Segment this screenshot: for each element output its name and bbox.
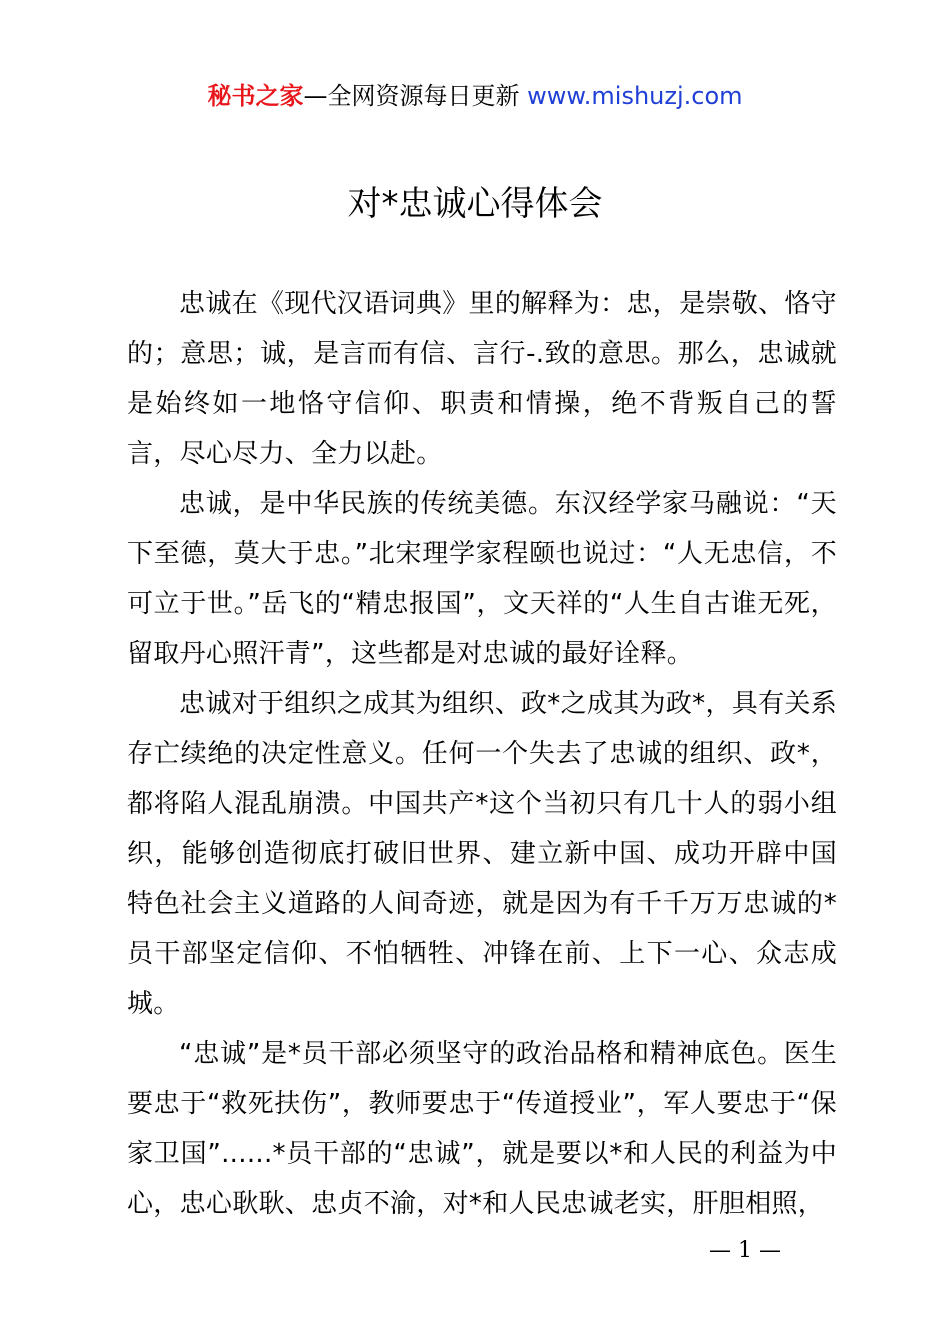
paragraph: 忠诚，是中华民族的传统美德。东汉经学家马融说：“天下至德，莫大于忠。”北宋理学家程颐也说过：“人无忠信，不可立于世。”岳飞的“精忠报国”，文天祥的“人生自古谁无死，留取丹心照汗青”，这些都是对忠诚的最好诠释。 [127, 489, 837, 669]
site-brand: 秘书之家 [207, 82, 304, 110]
document-title: 对*忠诚心得体会 [347, 184, 603, 224]
page-number: — 1 — [709, 1238, 781, 1263]
document-body [127, 279, 837, 1229]
paragraph: “忠诚”是*员干部必须坚守的政治品格和精神底色。医生要忠于“救死扶伤”，教师要忠于“传道授业”，军人要忠于“保家卫国”......*员干部的“忠诚”，就是要以*和人民的利益为中心，忠心耿耿、忠贞不渝，对*和人民忠诚老实，肝胆相照， [127, 1039, 837, 1219]
site-url-link[interactable]: www.mishuzj.com [527, 82, 743, 110]
site-tagline: —全网资源每日更新 [303, 82, 528, 110]
paragraph: 忠诚在《现代汉语词典》里的解释为：忠，是崇敬、恪守的；意思；诚，是言而有信、言行-.致的意思。那么，忠诚就是始终如一地恪守信仰、职责和情操，绝不背叛自己的誓言，尽心尽力、全力以赴。 [127, 289, 837, 469]
paragraph: 忠诚对于组织之成其为组织、政*之成其为政*，具有关系存亡续绝的决定性意义。任何一个失去了忠诚的组织、政*，都将陷人混乱崩溃。中国共产*这个当初只有几十人的弱小组织，能够创造彻底打破旧世界、建立新中国、成功开辟中国特色社会主义道路的人间奇迹，就是因为有千千万万忠诚的*员干部坚定信仰、不怕牺牲、冲锋在前、上下一心、众志成城。 [127, 689, 837, 1019]
site-header [0, 80, 950, 112]
